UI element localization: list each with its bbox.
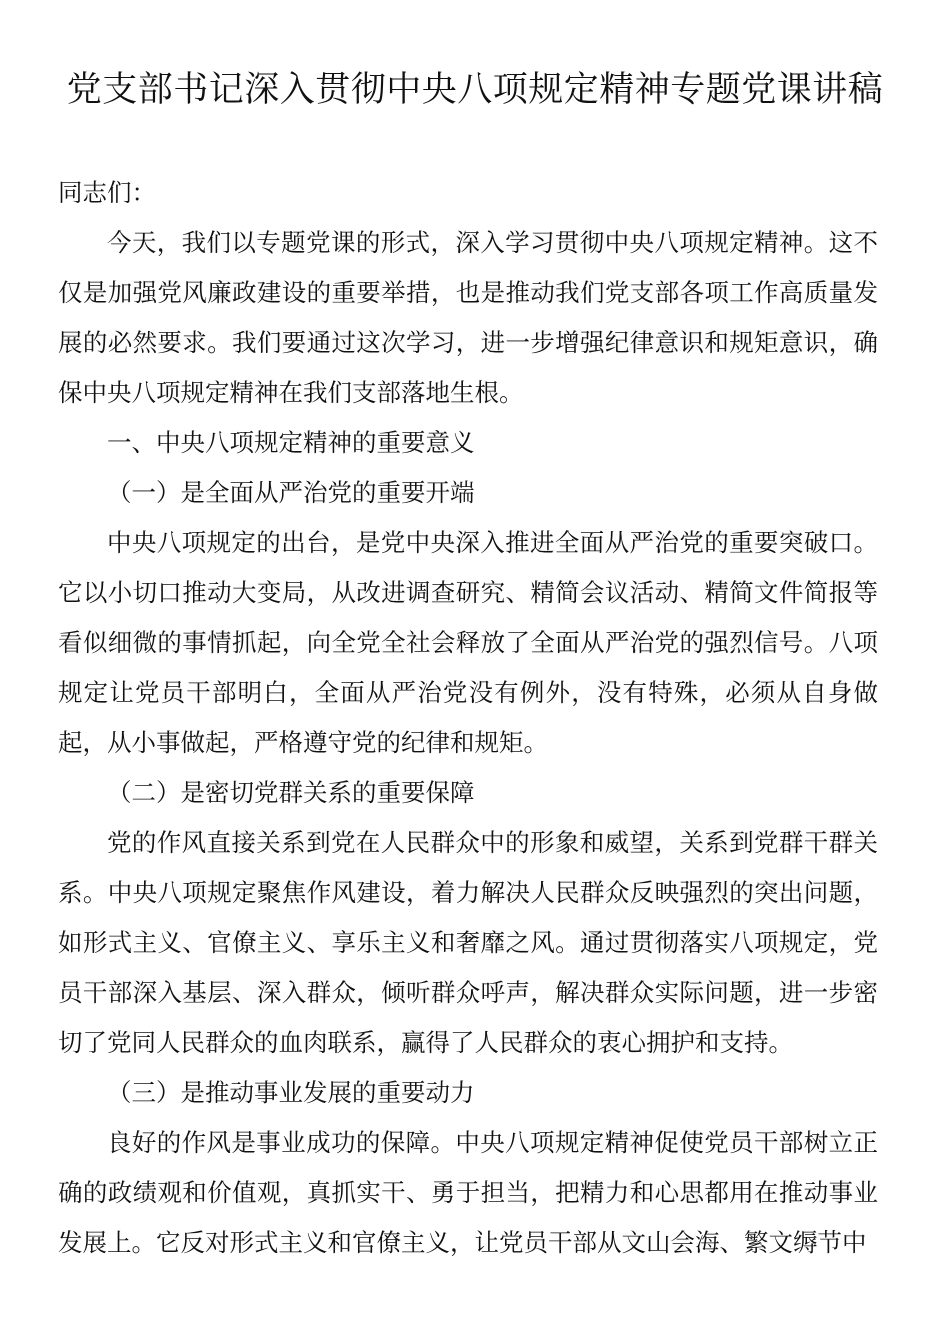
subsection-body-2: 党的作风直接关系到党在人民群众中的形象和威望，关系到党群干群关系。中央八项规定聚焦作风建设，着力解决人民群众反映强烈的突出问题，如形式主义、官僚主义、享乐主义和奢靡之风。通过贯彻落实八项规定，党员干部深入基层、深入群众，倾听群众呼声，解决群众实际问题，进一步密切了党同人民群众的血肉联系，赢得了人民群众的衷心拥护和支持。 xyxy=(58,828,878,1057)
subsection-heading-3: （三）是推动事业发展的重要动力 xyxy=(107,1078,475,1107)
salutation: 同志们： xyxy=(58,178,156,207)
document-body xyxy=(58,168,878,1268)
subsection-heading-1: （一）是全面从严治党的重要开端 xyxy=(107,478,475,507)
subsection-heading-2: （二）是密切党群关系的重要保障 xyxy=(107,778,475,807)
subsection-body-3: 良好的作风是事业成功的保障。中央八项规定精神促使党员干部树立正确的政绩观和价值观，真抓实干、勇于担当，把精力和心思都用在推动事业发展上。它反对形式主义和官僚主义，让党员干部从文山会海、繁文缛节中 xyxy=(58,1128,878,1257)
intro-paragraph: 今天，我们以专题党课的形式，深入学习贯彻中央八项规定精神。这不仅是加强党风廉政建设的重要举措，也是推动我们党支部各项工作高质量发展的必然要求。我们要通过这次学习，进一步增强纪律意识和规矩意识，确保中央八项规定精神在我们支部落地生根。 xyxy=(58,228,878,407)
subsection-body-1: 中央八项规定的出台，是党中央深入推进全面从严治党的重要突破口。它以小切口推动大变局，从改进调查研究、精简会议活动、精简文件简报等看似细微的事情抓起，向全党全社会释放了全面从严治党的强烈信号。八项规定让党员干部明白，全面从严治党没有例外，没有特殊，必须从自身做起，从小事做起，严格遵守党的纪律和规矩。 xyxy=(58,528,878,757)
document-title: 党支部书记深入贯彻中央八项规定精神专题党课讲稿 xyxy=(66,70,884,110)
section-heading-1: 一、中央八项规定精神的重要意义 xyxy=(107,428,475,457)
